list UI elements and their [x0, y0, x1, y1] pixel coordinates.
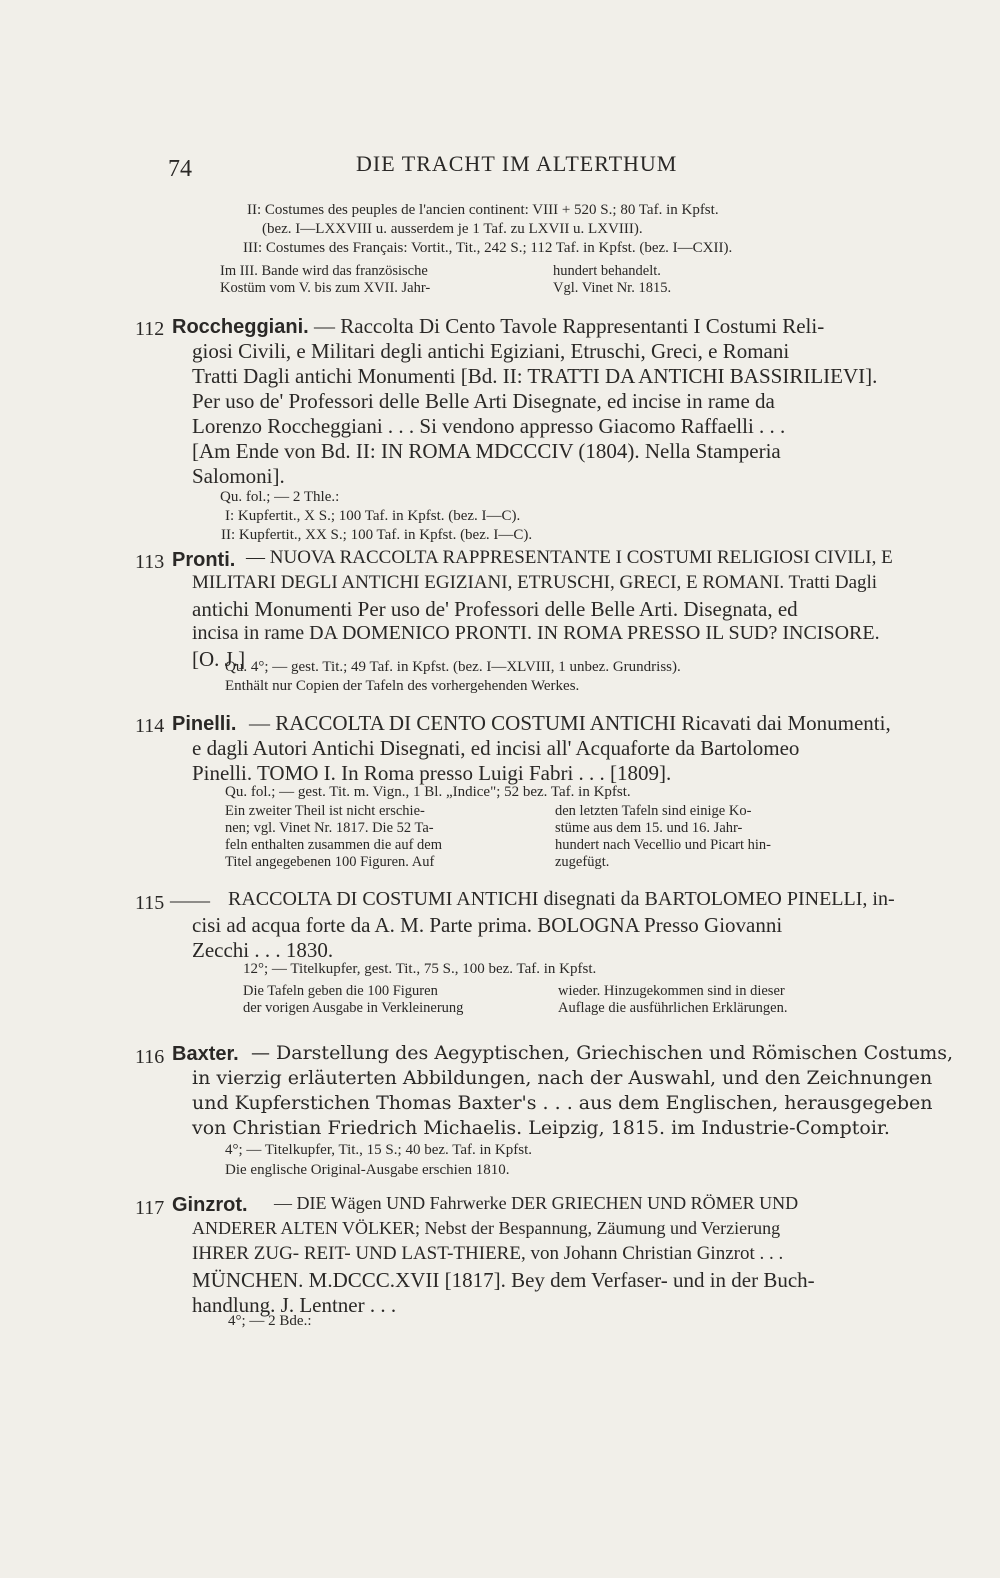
- entry-note-right: den letzten Tafeln sind einige Ko- stüme aus dem 15. und 16. Jahr- hundert nach Vecellio und Picart hin- zugefügt.: [555, 803, 771, 870]
- entry-text-line: ANDERER ALTEN VÖLKER; Nebst der Bespannung, Zäumung und Verzierung: [192, 1218, 781, 1238]
- entry-detail-line: I: Kupfertit., X S.; 100 Taf. in Kpfst. (bez. I—C).: [225, 508, 521, 524]
- entry-text-line: antichi Monumenti Per uso de' Professori delle Belle Arti. Disegnata, ed: [192, 597, 798, 621]
- entry-detail-line: Qu. fol.; — 2 Thle.:: [220, 489, 340, 505]
- entry-number: 117: [135, 1197, 165, 1219]
- entry-author: Pronti.: [172, 549, 236, 571]
- entry-detail-line: Die englische Original-Ausgabe erschien 1810.: [225, 1162, 510, 1178]
- entry-number: 112: [135, 318, 165, 340]
- entry-text-line: MÜNCHEN. M.DCCC.XVII [1817]. Bey dem Verfaser- und in der Buch-: [192, 1268, 815, 1292]
- continuation-line: III: Costumes des Français: Vortit., Tit., 242 S.; 112 Taf. in Kpfst. (bez. I—CXII).: [243, 240, 733, 256]
- continuation-note-right: hundert behandelt. Vgl. Vinet Nr. 1815.: [553, 263, 672, 296]
- entry-author: Roccheggiani.: [172, 316, 309, 338]
- entry-note-left: Die Tafeln geben die 100 Figuren der vorigen Ausgabe in Verkleinerung: [243, 983, 464, 1016]
- continuation-line: II: Costumes des peuples de l'ancien continent: VIII + 520 S.; 80 Taf. in Kpfst.: [247, 202, 719, 218]
- entry-detail-line: Enthält nur Copien der Tafeln des vorhergehenden Werkes.: [225, 678, 580, 694]
- entry-detail-line: 4°; — 2 Bde.:: [228, 1313, 312, 1329]
- entry-text-line: giosi Civili, e Militari degli antichi Egiziani, Etruschi, Greci, e Romani: [192, 339, 790, 363]
- entry-author: Ginzrot.: [172, 1194, 248, 1216]
- entry-detail-line: Qu. fol.; — gest. Tit. m. Vign., 1 Bl. „Indice"; 52 bez. Taf. in Kpfst.: [225, 784, 631, 800]
- entry-number: 116: [135, 1046, 165, 1068]
- entry-text-line: Per uso de' Professori delle Belle Arti Disegnate, ed incise in rame da: [192, 389, 775, 413]
- entry-detail-line: II: Kupfertit., XX S.; 100 Taf. in Kpfst. (bez. I—C).: [221, 527, 533, 543]
- entry-text-line: Lorenzo Roccheggiani . . . Si vendono appresso Giacomo Raffaelli . . .: [192, 414, 786, 438]
- entry-detail-line: 12°; — Titelkupfer, gest. Tit., 75 S., 100 bez. Taf. in Kpfst.: [243, 961, 597, 977]
- entry-author-dash: ——: [170, 888, 208, 912]
- entry-text-line: in vierzig erläuterten Abbildungen, nach der Auswahl, und den Zeichnungen: [192, 1067, 933, 1089]
- entry-detail-line: Qu. 4°; — gest. Tit.; 49 Taf. in Kpfst. (bez. I—XLVIII, 1 unbez. Grundriss).: [225, 659, 681, 675]
- entry-text-line: MILITARI DEGLI ANTICHI EGIZIANI, ETRUSCHI, GRECI, E ROMANI. Tratti Dagli: [192, 572, 878, 593]
- entry-text-line: [O. J.]: [192, 647, 246, 671]
- entry-detail-line: 4°; — Titelkupfer, Tit., 15 S.; 40 bez. Taf. in Kpfst.: [225, 1142, 533, 1158]
- entry-text-line: Pinelli. TOMO I. In Roma presso Luigi Fabri . . . [1809].: [192, 761, 672, 785]
- entry-text-line: — DIE Wägen UND Fahrwerke DER GRIECHEN UND RÖMER UND: [274, 1193, 799, 1213]
- entry-text-line: IHRER ZUG- REIT- UND LAST-THIERE, von Johann Christian Ginzrot . . .: [192, 1243, 784, 1264]
- entry-text-line: — Raccolta Di Cento Tavole Rappresentanti I Costumi Reli-: [314, 314, 825, 338]
- entry-note-right: wieder. Hinzugekommen sind in dieser Auflage die ausführlichen Erklärungen.: [558, 983, 788, 1016]
- entry-note-left: Ein zweiter Theil ist nicht erschie- nen; vgl. Vinet Nr. 1817. Die 52 Ta- feln enthalten zusammen die auf dem Titel angegebenen 100 Figuren. Auf: [225, 803, 443, 870]
- entry-text-line: — NUOVA RACCOLTA RAPPRESENTANTE I COSTUMI RELIGIOSI CIVILI, E: [246, 547, 893, 568]
- entry-text-line: incisa in rame DA DOMENICO PRONTI. IN ROMA PRESSO IL SUD? INCISORE.: [192, 622, 880, 644]
- entry-author: Pinelli.: [172, 713, 237, 735]
- page-number: 74: [168, 156, 192, 182]
- entry-text-line: cisi ad acqua forte da A. M. Parte prima. BOLOGNA Presso Giovanni: [192, 913, 783, 937]
- entry-number: 115: [135, 892, 165, 914]
- running-title: DIE TRACHT IM ALTERTHUM: [356, 151, 678, 176]
- entry-text-line: — Darstellung des Aegyptischen, Griechischen und Römischen Costums,: [251, 1042, 954, 1064]
- entry-text-line: [Am Ende von Bd. II: IN ROMA MDCCCIV (1804). Nella Stamperia: [192, 439, 781, 463]
- entry-text-line: Tratti Dagli antichi Monumenti [Bd. II: TRATTI DA ANTICHI BASSIRILIEVI].: [192, 364, 878, 388]
- entry-number: 113: [135, 551, 165, 573]
- entry-number: 114: [135, 715, 165, 737]
- entry-text-line: Salomoni].: [192, 464, 285, 488]
- entry-text-line: handlung. J. Lentner . . .: [192, 1293, 397, 1317]
- entry-text-line: e dagli Autori Antichi Disegnati, ed incisi all' Acquaforte da Bartolomeo: [192, 736, 800, 760]
- entry-text-line: RACCOLTA DI COSTUMI ANTICHI disegnati da BARTOLOMEO PINELLI, in-: [228, 888, 895, 910]
- entry-author: Baxter.: [172, 1043, 239, 1065]
- entry-text-line: — RACCOLTA DI CENTO COSTUMI ANTICHI Ricavati dai Monumenti,: [249, 711, 891, 735]
- entry-text-line: Zecchi . . . 1830.: [192, 938, 334, 962]
- entry-text-line: und Kupferstichen Thomas Baxter's . . . aus dem Englischen, herausgegeben: [192, 1092, 933, 1114]
- entry-text-line: von Christian Friedrich Michaelis. Leipzig, 1815. im Industrie-Comptoir.: [192, 1117, 890, 1139]
- continuation-note-left: Im III. Bande wird das französische Kostüm vom V. bis zum XVII. Jahr-: [220, 263, 431, 296]
- continuation-line: (bez. I—LXXVIII u. ausserdem je 1 Taf. zu LXVII u. LXVIII).: [262, 221, 643, 237]
